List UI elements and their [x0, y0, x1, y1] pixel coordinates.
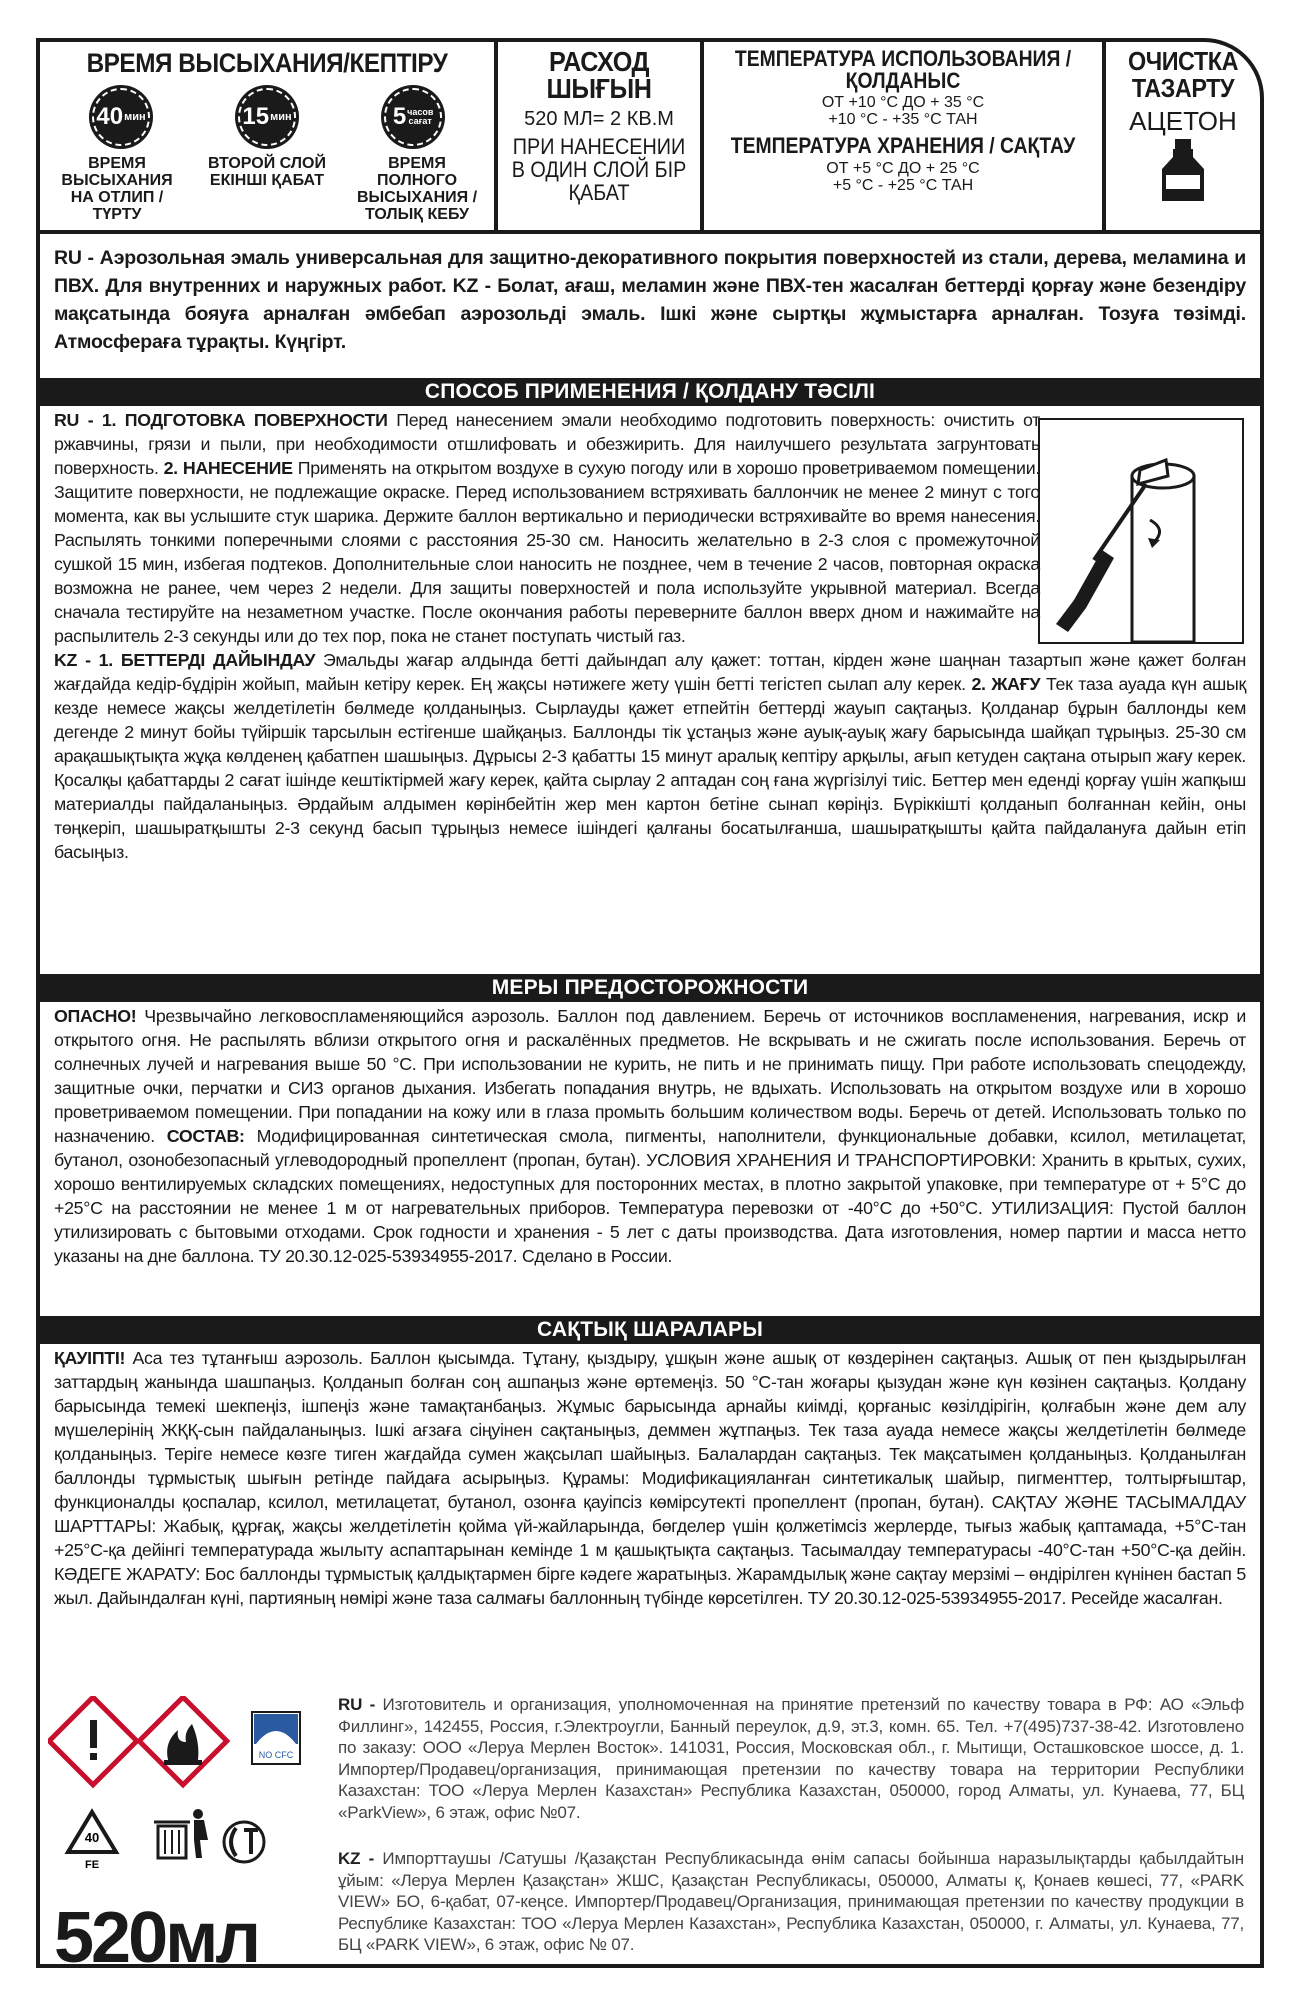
- recycle-code: FE: [84, 1859, 100, 1871]
- ru-apply-heading: 2. НАНЕСЕНИЕ: [163, 458, 293, 478]
- hazard-icons: [48, 1696, 318, 1906]
- application-text-top: [54, 408, 1040, 648]
- flame-hazard-icon: [139, 1697, 227, 1785]
- ru-prep-heading: RU - 1. ПОДГОТОВКА ПОВЕРХНОСТИ: [54, 410, 388, 430]
- product-description: RU - Аэрозольная эмаль универсальная для защитно-декоративного покрытия поверхностей из стали, дерева, меламина и ПВХ. Для внутренних и наружных работ. KZ - Болат, ағаш, меламин және ПВХ-тен жасалған беттерді қорғау және безендіру мақсатында бояуға арналған әмбебап аэрозольді эмаль. Ішкі және сыртқы жұмыстарға арналған. Тозуға төзімді. Атмосфераға тұрақты. Күңгірт.: [54, 247, 1246, 353]
- composition-heading: СОСТАВ:: [166, 1126, 245, 1146]
- storage-temp-range-2: +5 °С - +25 °С ТАН: [832, 177, 974, 194]
- timer-icon-5: 5 часов сағат: [381, 85, 445, 149]
- safety-kz-text: ҚАУІПТІ! Аса тез тұтанғыш аэрозоль. Баллон қысымда. Тұтану, қыздыру, ұшқын және ашық от көздерінен сақтаңыз. Ашық от пен қыздырылған заттардың жанында шашпаңыз. Қолданып болған соң ашпаңыз және өртемеңіз. 50 °С-тан жоғары қызудан және күн көзінен сақтаңыз. Қолдану барысында темекі шекпеңіз, ішпеңіз және тамақтанбаңыз. Жұмыс барысында арнайы киімді, қорғаныс көзілдірігін, қолғабын және дем алу мүшелерінің ЖҚҚ-сын пайдаланыңыз. Ішкі ағзаға сіңуінен сақтаныңыз, деммен жұтпаңыз. Тек таза ауада немесе жақсы желдетілетін бөлмеде қолданыңыз. Теріге немесе көзге тиген жағдайда сумен жақсылап шайыңыз. Балалардан сақтаңыз. Тек мақсатымен қолданыңыз. Қолданылған баллонды тұрмыстық шығын ретінде пайдаға асырыңыз. Құрамы: Модификацияланған синтетикалық шайыр, пигменттер, толтырғыштар, функционалды қоспалар, ксилол, метилацетат, бутанол, озонға қауіпсіз көмірсутекті пропеллент (пропан, бутан). САҚТАУ ЖӘНЕ ТАСЫМАЛДАУ ШАРТТАРЫ: Жабық, құрғақ, жақсы желдетілетін қойма үй-жайларында, бөгделер үшін қолжетімсіз жерлерде, тығыз жабық қаптамада, +5°С-тан +25°С-қа дейінгі температурада жылыту аспаптарынан кемінде 1 м қашықтықта сақтаңыз. Тасымалдау температурасы -40°С-тан +50°С-қа дейін. КӘДЕГЕ ЖАРАТУ: Бос баллонды тұрмыстық қалдықтармен бірге кәдеге жаратыңыз. Жарамдылық және сақтау мерзімі – өндірілген күнінен бастап 5 жыл. Дайындалған күні, партияның нөмірі және таза салмағы баллонның түбінде көрсетілген. ТУ 20.30.12-025-53934955-2017. Ресейде жасалған.: [54, 1348, 1246, 1608]
- cleaning-value: АЦЕТОН: [1129, 106, 1237, 136]
- recycle-number: 40: [84, 1830, 100, 1845]
- spray-can-illustration: [1038, 418, 1244, 644]
- recycle-icon: [68, 1812, 116, 1871]
- cleaning-title: ОЧИСТКА ТАЗАРТУ: [1127, 46, 1239, 103]
- ru-apply-text: Применять на открытом воздухе в сухую погоду или в хорошо проветриваемом помещении. Защитите поверхности, не подлежащие окраске. Перед использованием встряхивать баллончик не менее 2 минут с того момента, как вы услышите стук шарика. Держите баллон вертикально и периодически встряхивайте во время нанесения. Распылять тонкими поперечными слоями с расстояния 25-30 см. Наносить желательно в 2-3 слоя с промежуточной сушкой 15 мин, избегая подтеков. Дополнительные слои наносить не позднее, чем в течение 2 часов, повторная окраска возможна не ранее, чем через 2 недели. Для защиты поверхностей и пола используйте укрывной материал. Всегда сначала тестируйте на незаметном участке. После окончания работы переверните баллон вверх дном и нажимайте на распылитель 2-3 секунды или до тех пор, пока не станет поступать чистый газ.: [54, 458, 1040, 646]
- exclamation-hazard-icon: [49, 1697, 137, 1785]
- label-frame: [36, 38, 1264, 1978]
- consumption-value: 520 МЛ= 2 КВ.М: [524, 108, 674, 130]
- precautions-heading: МЕРЫ ПРЕДОСТОРОЖНОСТИ: [40, 974, 1260, 1002]
- spray-can-cleaning-icon: [1040, 420, 1242, 642]
- waste-bin-icon: [154, 1809, 208, 1858]
- timer-icon-15: 15 мин: [235, 85, 299, 149]
- no-cfc-text: NO CFC: [258, 1750, 294, 1760]
- consumption-note: ПРИ НАНЕСЕНИИ В ОДИН СЛОЙ БІР ҚАБАТ: [511, 134, 687, 205]
- drying-label-full: ВРЕМЯ ПОЛНОГО ВЫСЫХАНИЯ / ТОЛЫҚ КЕБУ: [356, 155, 478, 223]
- use-temp-range-2: +10 °С - +35 °С ТАН: [828, 111, 978, 128]
- legal-ru: RU - Изготовитель и организация, уполномоченная на принятие претензий по качеству товара в РФ: АО «Эльф Филлинг», 142455, Россия, г.Электроугли, Банный переулок, д.9, эт.3, комн. 65. Тел. +7(495)737-38-42. Изготовлено по заказу: ООО «Леруа Мерлен Восток». 141031, Россия, Московская обл., г. Мытищи, Осташковское шоссе, д. 1. Импортер/Продавец/организация, принимающая претензии по качеству товара на территории Республики Казахстан: ТОО «Леруа Мерлен Казахстан» Республика Казахстан, 050000, город Алматы, ул. Кунаева, 77, БЦ «ParkView», 6 этаж, офис №07.: [338, 1695, 1245, 1822]
- danger-label: ОПАСНО!: [54, 1006, 137, 1026]
- precautions-text: ОПАСНО! Чрезвычайно легковоспламеняющийся аэрозоль. Баллон под давлением. Беречь от источников воспламенения, нагревания, искр и открытого огня. Не распылять вблизи открытого огня и раскалённых предметов. Не вскрывать и не сжигать после использования. Беречь от солнечных лучей и нагревания выше 50 °С. При использовании не курить, не пить и не принимать пищу. При работе использовать спецодежду, защитные очки, перчатки и СИЗ органов дыхания. Избегать попадания внутрь, не вдыхать. Использовать на открытом воздухе или в хорошо проветриваемом помещении. При попадании на кожу или в глаза промыть большим количеством воды. Беречь от детей. Использовать только по назначению. СОСТАВ: Модифицированная синтетическая смола, пигменты, наполнители, функциональные добавки, ксилол, метилацетат, бутанол, озонобезопасный углеводородный пропеллент (пропан, бутан). УСЛОВИЯ ХРАНЕНИЯ И ТРАНСПОРТИРОВКИ: Хранить в крытых, сухих, хорошо вентилируемых складских помещениях, недоступных для посторонних местах, в плотно закрытой упаковке, при температуре от + 5°С до +25°С на расстоянии не менее 1 м от нагревательных приборов. Температура перевозки от -40°С до +50°С. УТИЛИЗАЦИЯ: Пустой баллон утилизировать с бытовыми отходами. Срок годности и хранения - 5 лет с даты производства. Дата изготовления, номер партии и масса нетто указаны на дне баллона. ТУ 20.30.12-025-53934955-2017. Сделано в России.: [54, 1006, 1246, 1266]
- use-temp-title: ТЕМПЕРАТУРА ИСПОЛЬЗОВАНИЯ / ҚОЛДАНЫС: [734, 46, 1072, 93]
- consumption-title: РАСХОД ШЫҒЫН: [546, 46, 652, 104]
- certification-mark-icon: [224, 1822, 264, 1862]
- temperature-section: [704, 42, 1106, 230]
- drying-label-second-coat: ВТОРОЙ СЛОЙ ЕКІНШІ ҚАБАТ: [208, 155, 326, 189]
- drying-timers: [48, 85, 486, 149]
- cleaning-section: [1106, 42, 1260, 230]
- application-text-kz: KZ - 1. БЕТТЕРДІ ДАЙЫНДАУ Эмальды жағар алдында бетті дайындап алу қажет: тоттан, кірден және шаңнан тазартып және қажет болған жағдайда кедір-бұдірін жойып, майын кетіру керек. Ең жақсы нәтижеге жету үшін бетті тегістеп сылап алу керек. 2. ЖАҒУ Тек таза ауада күн ашық кезде немесе жақсы желдетілетін бөлмеде қолданыңыз. Сырлауды қажет етпейтін беттерді жауып сақтаңыз. Қолданар бұрын баллонды кем дегенде 2 минут бойы түйіршік тарсылын естігенше шайқаңыз. Баллонды тік ұстаңыз және ауық-ауық жағу барысында шайқап тұрыңыз. 25-30 см арақашықтықта жұқа көлденең қабатпен шашыңыз. Дұрысы 2-3 қабатты 15 минут аралық кептіру арқылы, ағып кетуден сақтана отырып жағу керек. Қосалқы қабаттарды 2 сағат ішінде кештіктірмей жағу керек, қайта сырлау 2 аптадан соң ғана жүргізілуі тиіс. Беттер мен едендi қорғау үшін жапқыш материалды пайдаланыңыз. Әрдайым алдымен көрінбейтін жер мен картон бетіне сынап көріңіз. Бүріккішті қолданып болғаннан кейін, оны төңкеріп, шашыратқышты 2-3 секунд басып тұрыңыз немесе ішіндегі қалғаны босатылғанша, шашыратқышты қайта пайдалануға дайын етіп басыңыз.: [54, 650, 1246, 862]
- drying-labels: [42, 155, 492, 223]
- consumption-section: [498, 42, 704, 230]
- info-panel: [40, 42, 1260, 234]
- timer-icon-40: 40 мин: [89, 85, 153, 149]
- no-cfc-icon: [252, 1712, 300, 1764]
- use-temp-range-1: ОТ +10 °С ДО + 35 °С: [821, 94, 985, 111]
- volume-label: 520мл: [54, 1898, 259, 1978]
- drying-title: ВРЕМЯ ВЫСЫХАНИЯ/КЕПТІРУ: [86, 48, 448, 78]
- storage-temp-title: ТЕМПЕРАТУРА ХРАНЕНИЯ / САҚТАУ: [730, 133, 1076, 158]
- ru-prep-text: Перед нанесением эмали необходимо подготовить поверхность: очистить от ржавчины, грязи и пыли, при необходимости отшлифовать и обезжирить. Для наилучшего результата загрунтовать поверхность.: [54, 410, 1041, 478]
- legal-kz: KZ - Импорттаушы /Сатушы /Қазақстан Республикасында өнім сапасы бойынша наразылықтарды қабылдайтын ұйым: «Леруа Мерлен Қазақстан» ЖШС, Қазақстан Республикасы, 050000, Алматы қ, Қонаев көшесі, 77, «PARK VIEW» БО, 6-қабат, 07-кеңсе. Импортер/Продавец/Организация, принимающая претензии по качеству продукции в Республике Казахстан: ТОО «Леруа Мерлен Казахстан», Республика Казахстан, 050000, г. Алматы, ул. Кунаева, 77, БЦ «PARK VIEW», 6 этаж, офис № 07.: [338, 1849, 1244, 1954]
- drying-label-tack: ВРЕМЯ ВЫСЫХАНИЯ НА ОТЛИП / ТҮРТУ: [61, 155, 173, 223]
- safety-kz-heading: САҚТЫҚ ШАРАЛАРЫ: [40, 1316, 1260, 1344]
- danger-kz-label: ҚАУІПТІ!: [54, 1348, 126, 1368]
- storage-temp-range-1: ОТ +5 °С ДО + 25 °С: [826, 160, 980, 177]
- application-heading: СПОСОБ ПРИМЕНЕНИЯ / ҚОЛДАНУ ТӘСІЛІ: [40, 378, 1260, 406]
- drying-time-section: [40, 42, 498, 230]
- solvent-bottle-icon: [1158, 139, 1208, 201]
